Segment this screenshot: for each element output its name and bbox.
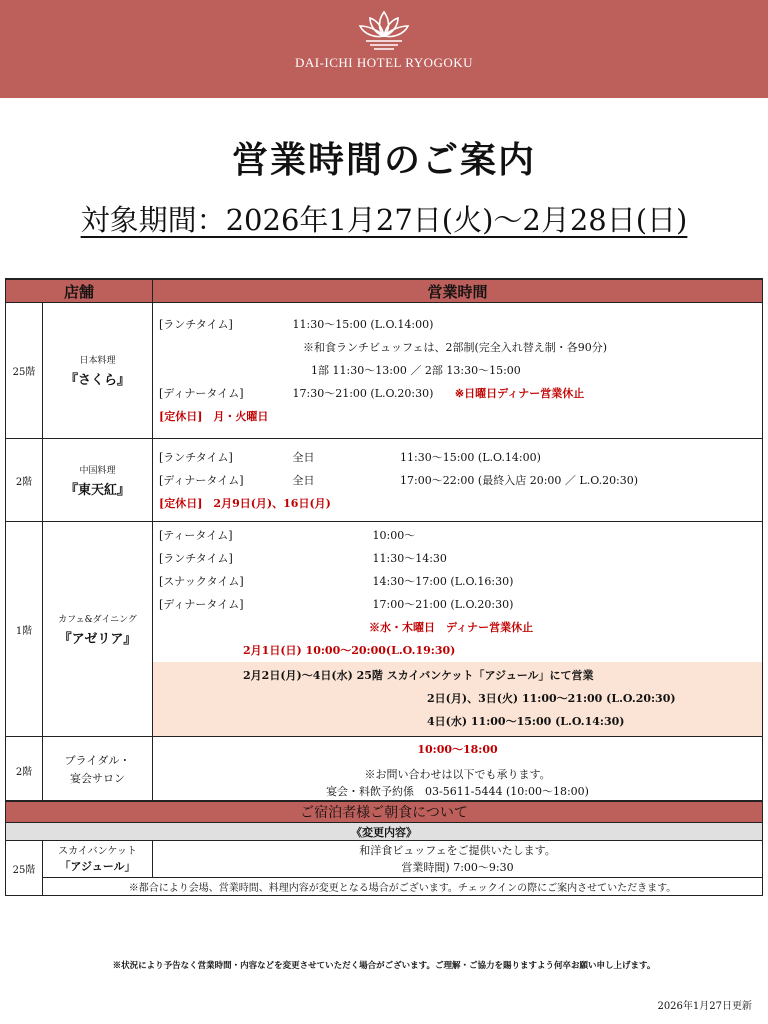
dinner-day: 全日 xyxy=(292,473,315,487)
store-category: カフェ&ダイニング xyxy=(58,614,137,625)
breakfast-subheader: 《変更内容》 xyxy=(6,823,763,841)
bridal-note: ※お問い合わせは以下でも承ります。 xyxy=(364,767,551,781)
updated-date: 2026年1月27日更新 xyxy=(657,1001,752,1012)
lunch-time: 11:30～14:30 xyxy=(372,552,447,565)
dinner-label: [ディナータイム] xyxy=(159,473,244,487)
breakfast-table xyxy=(5,800,763,896)
breakfast-note: ※都合により会場、営業時間、料理内容が変更となる場合がございます。チェックインの際にご案内させていただきます。 xyxy=(43,878,763,896)
store-sakura xyxy=(43,303,153,439)
floor-label: 1階 xyxy=(6,522,43,737)
floor-label: 25階 xyxy=(6,841,43,896)
snack-label: [スナックタイム] xyxy=(159,575,244,588)
venue-line1: スカイバンケット xyxy=(58,846,137,857)
table-row-sakura xyxy=(6,303,763,439)
tea-time: 10:00～ xyxy=(372,529,416,542)
venue-line2: 「アジュール」 xyxy=(59,860,136,873)
hours-bridal xyxy=(153,737,763,804)
buffet-times: 1部 11:30～13:00 ／ 2部 13:30～15:00 xyxy=(311,364,521,377)
lunch-time: 11:30～15:00 (L.O.14:00) xyxy=(292,318,434,331)
lunch-day: 全日 xyxy=(292,450,315,464)
breakfast-row xyxy=(6,841,763,878)
store-name: 『東天紅』 xyxy=(65,482,131,498)
bridal-contact: 宴会・料飲予約係 03-5611-5444 (10:00～18:00) xyxy=(326,784,589,798)
page-title: 営業時間のご案内 xyxy=(231,139,536,181)
store-totenko xyxy=(43,439,153,522)
breakfast-hours: 営業時間) 7:00～9:30 xyxy=(401,861,514,874)
floor-label: 2階 xyxy=(6,737,43,804)
special-day: 2月1日(日) 10:00～20:00(L.O.19:30) xyxy=(243,644,456,657)
store-category: 中国料理 xyxy=(79,465,116,476)
breakfast-subheader-row xyxy=(6,823,763,841)
venue-move-notice xyxy=(153,662,762,736)
store-name-line1: ブライダル・ xyxy=(64,754,131,767)
snack-time: 14:30～17:00 (L.O.16:30) xyxy=(372,575,514,588)
dinner-time: 17:30～21:00 (L.O.20:30) xyxy=(292,387,434,400)
dinner-time: 17:00～22:00 (最終入店 20:00 ／ L.O.20:30) xyxy=(400,473,639,487)
column-header-hours: 営業時間 xyxy=(153,279,763,303)
floor-label: 25階 xyxy=(6,303,43,439)
table-row-bridal xyxy=(6,737,763,804)
table-header-row xyxy=(6,279,763,303)
business-hours-table xyxy=(5,278,763,814)
store-azalea xyxy=(43,522,153,737)
hours-totenko xyxy=(153,439,763,522)
breakfast-details xyxy=(153,841,763,878)
dinner-time: 17:00～21:00 (L.O.20:30) xyxy=(372,598,514,611)
store-name: 『さくら』 xyxy=(65,373,131,388)
lunch-label: [ランチタイム] xyxy=(159,552,233,565)
move-time-1: 2日(月)、3日(火) 11:00～21:00 (L.O.20:30) xyxy=(427,692,676,705)
breakfast-header-row xyxy=(6,801,763,823)
dinner-label: [ディナータイム] xyxy=(159,598,244,611)
bridal-hours: 10:00～18:00 xyxy=(417,742,498,756)
hotel-brand-name: DAI-ICHI HOTEL RYOGOKU xyxy=(294,55,474,70)
move-time-2: 4日(水) 11:00～15:00 (L.O.14:30) xyxy=(427,715,625,728)
store-bridal xyxy=(43,737,153,804)
footer-note: ※状況により予告なく営業時間・内容などを変更させていただく場合がございます。ご理解・ご協力を賜りますよう何卒お願い申し上げます。 xyxy=(112,961,656,971)
breakfast-desc: 和洋食ビュッフェをご提供いたします。 xyxy=(359,844,556,857)
table-row-azalea xyxy=(6,522,763,737)
floor-label: 2階 xyxy=(6,439,43,522)
header-banner xyxy=(0,0,768,98)
lunch-label: [ランチタイム] xyxy=(159,450,233,464)
breakfast-header: ご宿泊者様ご朝食について xyxy=(6,801,763,823)
store-category: 日本料理 xyxy=(79,356,116,366)
lunch-label: [ランチタイム] xyxy=(159,318,233,331)
store-name: 『アゼリア』 xyxy=(58,631,137,647)
hours-azalea xyxy=(153,522,763,737)
dinner-label: [ディナータイム] xyxy=(159,387,244,400)
column-header-store: 店舗 xyxy=(6,279,153,303)
move-note: 2月2日(月)～4日(水) 25階 スカイバンケット「アジュール」にて営業 xyxy=(243,669,594,682)
dinner-note: ※水・木曜日 ディナー営業休止 xyxy=(369,621,534,634)
hours-sakura xyxy=(153,303,763,439)
tea-label: [ティータイム] xyxy=(159,529,233,542)
dinner-note: ※日曜日ディナー営業休止 xyxy=(454,387,585,400)
closed-days: [定休日] 2月9日(月)、16日(月) xyxy=(159,496,331,510)
target-period: 対象期間：2026年1月27日(火)～2月28日(日) xyxy=(80,203,688,237)
breakfast-note-row xyxy=(6,878,763,896)
buffet-note: ※和食ランチビュッフェは、2部制(完全入れ替え制・各90分) xyxy=(303,341,608,354)
lotus-logo-icon xyxy=(356,8,412,52)
closed-days: [定休日] 月・火曜日 xyxy=(159,410,269,423)
table-row-totenko xyxy=(6,439,763,522)
breakfast-venue xyxy=(43,841,153,878)
lunch-time: 11:30～15:00 (L.O.14:00) xyxy=(400,450,541,464)
store-name-line2: 宴会サロン xyxy=(70,772,125,785)
